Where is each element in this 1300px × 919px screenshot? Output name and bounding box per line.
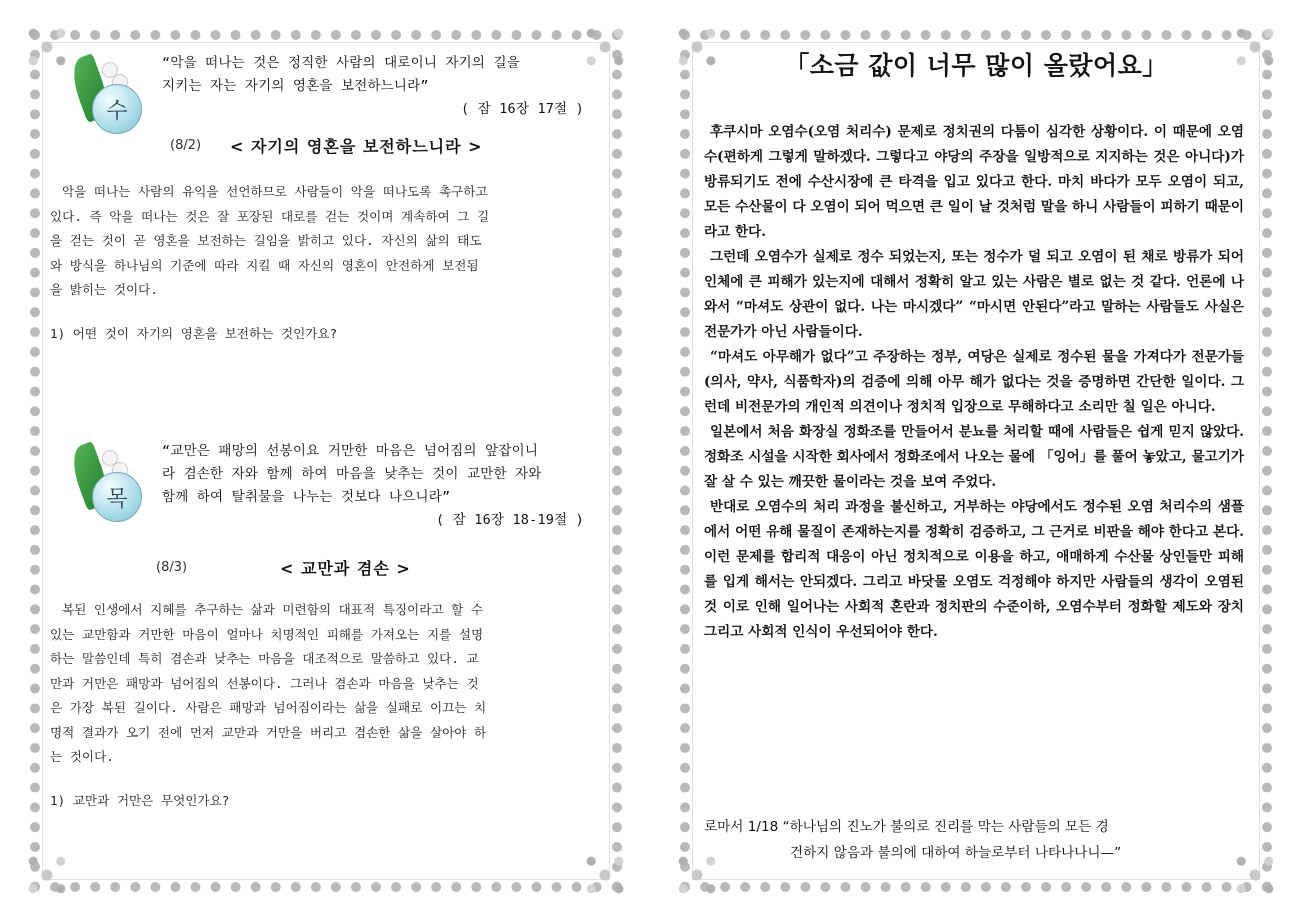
day-badge: 수 (92, 84, 142, 134)
right-page (680, 30, 1272, 892)
lily-badge-icon (70, 444, 140, 522)
paragraph: 일본에서 처음 화장실 정화조를 만들어서 분뇨를 처리할 때에 사람들은 쉽게 믿지 않았다. 정화조 시설을 시작한 회사에서 정화조에서 나오는 물에 「잉어」를 풀어 놓았고, 물고기가 잘 살 수 있는 깨끗한 물이라는 것을 보여 주었다. (704, 424, 1244, 490)
date-label: (8/2) (170, 138, 202, 153)
verse-section-2 (70, 440, 610, 550)
paragraph: 반대로 오염수의 처리 과정을 불신하고, 거부하는 야당에서도 정수된 오염 처리수의 샘플에서 어떤 유해 물질이 존재하는지를 정확히 검증하고, 그 근거로 비판을 해야 한다고 본다. 이런 문제를 합리적 대응이 아닌 정치적으로 이용을 하고, 애매하게 수산물 상인들만 피해를 입게 해서는 안되겠다. 그리고 바닷물 오염도 걱정해야 하지만 사람들의 생각이 오염된 것 이로 인해 일어나는 사회적 혼란과 정치판의 수준이하, 오염수부터 정화할 제도와 장치 그리고 사회적 인식이 우선되어야 한다. (704, 499, 1244, 640)
flower-ornament-icon (24, 24, 70, 70)
column-title: 「소금 값이 너무 많이 올랐어요」 (784, 51, 1168, 80)
section-title: < 교만과 겸손 > (280, 559, 411, 578)
flower-ornament-icon (582, 852, 628, 898)
scripture-verse: “교만은 패망의 선봉이요 거만한 마음은 넘어짐의 앞잡이니 라 겸손한 자와 함께 하여 마음을 낮추는 것이 교만한 자와 함께 하여 탈취물을 나누는 것보다 나으니라” ( 잠 16장 18-19절 ) (162, 440, 602, 532)
left-page (30, 30, 622, 892)
verse-reference: ( 잠 16장 17절 ) (461, 101, 584, 117)
devotional-text-2: 복된 인생에서 지혜를 추구하는 삶과 미련함의 대표적 특징이라고 할 수 있는 교만함과 거만한 마음이 얼마나 치명적인 피해를 가져오는 지를 설명 하는 말씀인데 특히 겸손과 낮추는 마음을 대조적으로 말씀하고 있다. 교 만과 거만은 패망과 넘어짐의 선봉이다. 그러나 겸손과 마음을 낮추는 것 은 가장 복된 길이다. 사람은 패망과 넘어짐이라는 삶을 실패로 이끄는 치 명적 결과가 오기 전에 먼저 교만과 거만을 버리고 겸손한 삶을 살아야 하 는 것이다. (50, 602, 487, 764)
paragraph: 후쿠시마 오염수(오염 처리수) 문제로 정치권의 다툼이 심각한 상황이다. 이 때문에 오염수(편하게 그렇게 말하겠다. 그렇다고 야당의 주장을 일방적으로 지지하는 것은 아니다)가 방류되기도 전에 수산시장에 큰 타격을 입고 있다고 한다. 마치 바다가 모두 오염이 되고, 모든 수산물이 다 오염이 되어 먹으면 큰 일이 날 것처럼 말을 하니 사람들이 피하기 때문이라고 한다. (704, 124, 1244, 240)
closing-scripture: 로마서 1/18 “하나님의 진노가 불의로 진리를 막는 사람들의 모든 경 건하지 않음과 불의에 대하여 하늘로부터 나타나나니—” (704, 819, 1122, 861)
paragraph: 그런데 오염수가 실제로 정수 되었는지, 또는 정수가 덜 되고 오염이 된 채로 방류가 되어 인체에 큰 피해가 있는지에 대해서 정확히 알고 있는 사람은 별로 없는 것 같다. 언론에 나와서 “마셔도 상관이 없다. 나는 마시겠다” “마시면 안된다”라고 말하는 사람들도 사실은 전문가가 아닌 사람들이다. (704, 249, 1244, 340)
column-body (704, 120, 1244, 645)
question-2: 1) 교만과 거만은 무엇인가요? (50, 793, 230, 808)
devotional-text-1: 악을 떠나는 사람의 유익을 선언하므로 사람들이 악을 떠나도록 촉구하고 있다. 즉 악을 떠나는 것은 잘 포장된 대로를 걷는 것이며 계속하여 그 길 을 걷는 것이 곧 영혼을 보전하는 길임을 밝히고 있다. 자신의 삶의 태도 와 방식을 하나님의 기준에 따라 지킬 때 자신의 영혼이 안전하게 보전됨 을 밝히는 것이다. (50, 184, 490, 297)
flower-ornament-icon (24, 852, 70, 898)
verse-reference: ( 잠 16장 18-19절 ) (436, 512, 584, 528)
paragraph: “마셔도 아무해가 없다”고 주장하는 정부, 여당은 실제로 정수된 물을 가져다가 전문가들(의사, 약사, 식품학자)의 검증에 의해 아무 해가 없다는 것을 증명하면 간단한 일이다. 그런데 비전문가의 개인적 의견이나 정치적 입장으로 무해하다고 소리만 칠 일은 아니다. (704, 349, 1244, 415)
scripture-verse: “악을 떠나는 것은 정직한 사람의 대로이니 자기의 길을 지키는 자는 자기의 영혼을 보전하느니라” ( 잠 16장 17절 ) (162, 52, 602, 121)
date-label: (8/3) (156, 560, 188, 575)
section-title: < 자기의 영혼을 보전하느니라 > (230, 137, 483, 156)
question-1: 1) 어떤 것이 자기의 영혼을 보전하는 것인가요? (50, 326, 338, 341)
lily-badge-icon (70, 56, 140, 134)
verse-section-1 (70, 52, 610, 142)
day-badge: 목 (92, 472, 142, 522)
